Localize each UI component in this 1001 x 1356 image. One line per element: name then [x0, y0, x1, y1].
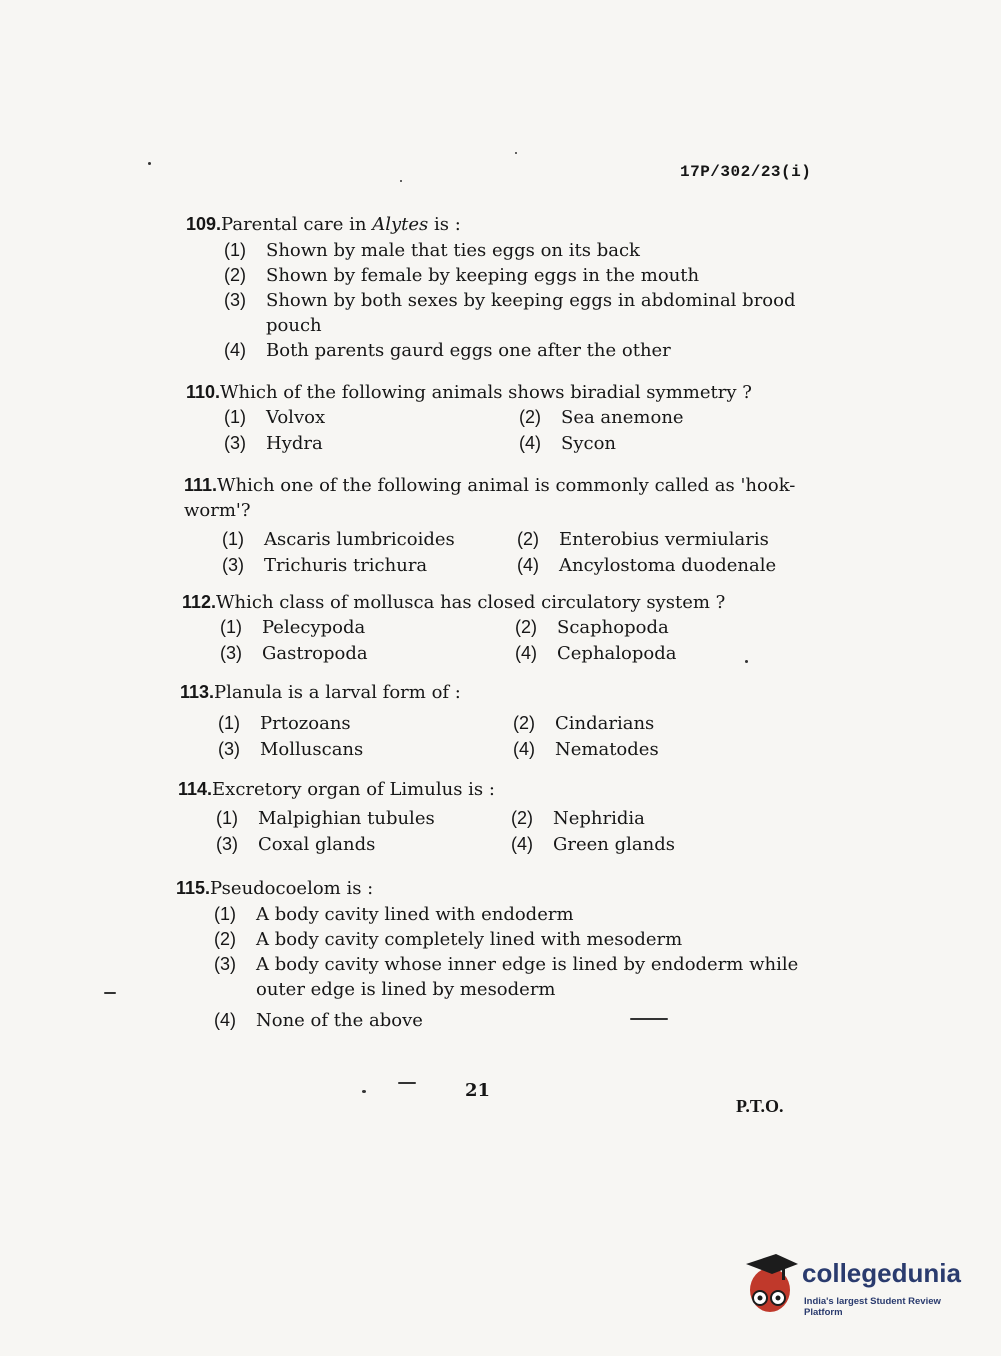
option: (1) Pelecypoda [220, 617, 366, 638]
question-text: 109.Parental care in Alytes is : [186, 214, 461, 235]
scan-speck [400, 180, 402, 182]
question-text: 114.Excretory organ of Limulus is : [178, 779, 495, 800]
question-114 [178, 777, 818, 857]
option: (4) Cephalopoda [515, 643, 677, 664]
option: (2) Enterobius vermiularis [517, 529, 769, 550]
option: (1) Shown by male that ties eggs on its back [224, 240, 640, 261]
option: (3) Molluscans [218, 739, 364, 760]
question-text: 115.Pseudocoelom is : [176, 878, 374, 899]
option: (2) Shown by female by keeping eggs in the mouth [224, 265, 700, 286]
option: (3) A body cavity whose inner edge is lined by endoderm while outer edge is lined by mesoderm [214, 954, 799, 1000]
option: (3) Trichuris trichura [222, 555, 428, 576]
option: (1) Ascaris lumbricoides [222, 529, 455, 550]
option: (3) Shown by both sexes by keeping eggs in abdominal brood pouch [224, 290, 796, 336]
option: (3) Gastropoda [220, 643, 368, 664]
option: (1) A body cavity lined with endoderm [214, 904, 574, 925]
option: (2) Cindarians [513, 713, 655, 734]
option: (2) Nephridia [511, 808, 645, 829]
question-112 [182, 590, 822, 666]
option: (3) Coxal glands [216, 834, 376, 855]
question-text: 113.Planula is a larval form of : [180, 682, 461, 703]
option: (4) Green glands [511, 834, 675, 855]
question-115 [176, 876, 816, 1033]
logo-wordmark: collegedunia [802, 1258, 961, 1288]
option: (4) Nematodes [513, 739, 659, 760]
collegedunia-logo [742, 1250, 967, 1316]
scan-speck [148, 162, 151, 165]
question-text: 112.Which class of mollusca has closed circulatory system ? [182, 592, 726, 613]
option: (4) Ancylostoma duodenale [517, 555, 777, 576]
scan-speck [104, 992, 116, 994]
question-110 [186, 380, 826, 456]
question-text: 110.Which of the following animals shows biradial symmetry ? [186, 382, 752, 403]
option: (1) Prtozoans [218, 713, 351, 734]
scan-speck [745, 660, 748, 663]
question-109 [186, 212, 826, 363]
scan-speck [515, 152, 517, 154]
question-111 [184, 473, 814, 578]
question-text: 111.Which one of the following animal is commonly called as 'hook-worm'? [184, 475, 796, 521]
option: (3) Hydra [224, 433, 323, 454]
option: (2) Sea anemone [519, 407, 684, 428]
option: (1) Malpighian tubules [216, 808, 435, 829]
mascot-icon [742, 1250, 802, 1316]
scan-speck [398, 1082, 416, 1084]
paper-code: 17P/302/23(i) [680, 163, 812, 181]
option: (1) Volvox [224, 407, 326, 428]
option: (2) Scaphopoda [515, 617, 669, 638]
option: (4) Both parents gaurd eggs one after the other [224, 340, 671, 361]
pto-label: P.T.O. [736, 1096, 784, 1116]
logo-tagline: India's largest Student Review Platform [804, 1296, 941, 1318]
scan-speck [362, 1090, 366, 1093]
page-number: 21 [465, 1080, 491, 1101]
option: (4) Sycon [519, 433, 617, 454]
option: (2) A body cavity completely lined with mesoderm [214, 929, 683, 950]
option: (4) None of the above [214, 1010, 423, 1031]
question-113 [180, 680, 820, 762]
scan-speck [630, 1018, 668, 1020]
